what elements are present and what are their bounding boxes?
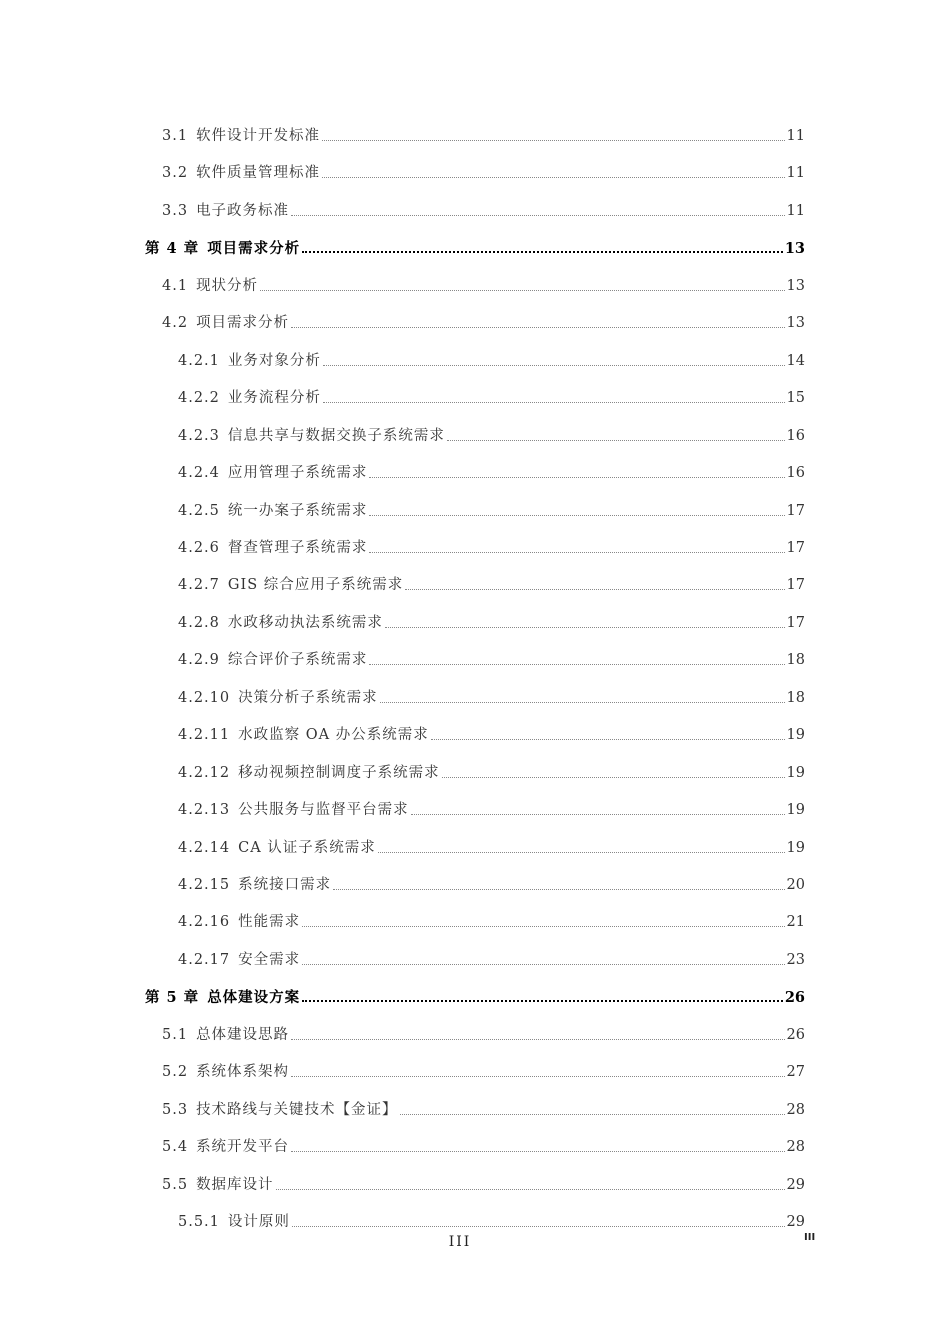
toc-entry-number: 4.2 — [162, 314, 189, 331]
toc-entry[interactable] — [178, 645, 805, 669]
toc-entry-number: 5.1 — [162, 1026, 189, 1043]
toc-dot-leader — [378, 852, 785, 853]
toc-entry-number: 4.1 — [162, 277, 189, 294]
toc-dot-leader — [302, 926, 784, 927]
toc-dot-leader — [291, 215, 784, 216]
toc-entry-title: 系统接口需求 — [238, 876, 332, 893]
toc-dot-leader — [322, 140, 784, 141]
toc-entry-title: 督查管理子系统需求 — [227, 539, 368, 556]
toc-dot-leader — [333, 889, 784, 890]
toc-entry[interactable] — [162, 1132, 805, 1156]
toc-entry-number: 4.2.7 — [178, 576, 220, 593]
toc-entry[interactable] — [162, 196, 805, 220]
toc-entry-number: 4.2.12 — [178, 764, 231, 781]
toc-entry-title: 综合评价子系统需求 — [227, 651, 368, 668]
toc-entry-title: 设计原则 — [227, 1213, 290, 1230]
toc-entry-page: 18 — [786, 651, 805, 668]
toc-entry[interactable] — [162, 1057, 805, 1081]
toc-entry-title: 系统体系架构 — [196, 1063, 290, 1080]
toc-entry-number: 4.2.13 — [178, 801, 231, 818]
toc-entry-title: 统一办案子系统需求 — [227, 502, 368, 519]
toc-entry-page: 28 — [786, 1101, 805, 1118]
toc-entry[interactable] — [162, 1095, 805, 1119]
toc-dot-leader — [323, 402, 785, 403]
toc-entry[interactable] — [178, 1207, 805, 1231]
toc-entry-number: 3.3 — [162, 202, 189, 219]
toc-dot-leader — [323, 365, 785, 366]
toc-entry-number: 第 5 章 — [145, 988, 200, 1006]
toc-entry-title: 业务流程分析 — [227, 389, 321, 406]
toc-entry[interactable] — [162, 158, 805, 182]
toc-entry-number: 4.2.11 — [178, 726, 231, 743]
toc-entry-title: GIS 综合应用子系统需求 — [227, 576, 404, 593]
toc-entry-number: 5.3 — [162, 1101, 189, 1118]
toc-entry[interactable] — [145, 233, 805, 257]
toc-entry-number: 第 4 章 — [145, 239, 200, 257]
toc-entry-title: 应用管理子系统需求 — [227, 464, 368, 481]
toc-entry-page: 17 — [786, 576, 805, 593]
toc-entry-page: 14 — [786, 352, 805, 369]
toc-entry-page: 11 — [786, 202, 805, 219]
toc-entry[interactable] — [178, 720, 805, 744]
toc-entry-number: 4.2.4 — [178, 464, 220, 481]
toc-dot-leader — [369, 552, 784, 553]
toc-dot-leader — [291, 1039, 784, 1040]
toc-entry-title: 移动视频控制调度子系统需求 — [238, 764, 440, 781]
toc-entry-page: 17 — [786, 539, 805, 556]
toc-entry-page: 29 — [786, 1213, 805, 1230]
toc-entry[interactable] — [178, 421, 805, 445]
toc-entry-page: 15 — [786, 389, 805, 406]
toc-entry-page: 19 — [786, 839, 805, 856]
toc-entry-title: 总体建设方案 — [207, 988, 301, 1006]
toc-entry-title: 系统开发平台 — [196, 1138, 290, 1155]
toc-entry-number: 4.2.10 — [178, 689, 231, 706]
toc-entry[interactable] — [178, 608, 805, 632]
toc-entry-page: 29 — [786, 1176, 805, 1193]
toc-entry[interactable] — [178, 533, 805, 557]
toc-entry-title: 水政监察 OA 办公系统需求 — [238, 726, 429, 743]
toc-entry-number: 4.2.17 — [178, 951, 231, 968]
toc-entry-title: 电子政务标准 — [196, 202, 290, 219]
toc-entry-number: 4.2.8 — [178, 614, 220, 631]
toc-entry-page: 16 — [786, 427, 805, 444]
toc-dot-leader — [431, 739, 785, 740]
toc-entry[interactable] — [178, 758, 805, 782]
toc-entry-number: 5.4 — [162, 1138, 189, 1155]
toc-entry[interactable] — [178, 346, 805, 370]
toc-entry-title: 总体建设思路 — [196, 1026, 290, 1043]
toc-entry-number: 4.2.9 — [178, 651, 220, 668]
toc-entry-page: 27 — [786, 1063, 805, 1080]
toc-entry-page: 21 — [786, 913, 805, 930]
toc-dot-leader — [302, 964, 784, 965]
toc-entry[interactable] — [178, 570, 805, 594]
toc-dot-leader — [369, 664, 784, 665]
toc-entry[interactable] — [162, 271, 805, 295]
toc-entry-title: CA 认证子系统需求 — [238, 839, 376, 856]
toc-entry[interactable] — [178, 795, 805, 819]
toc-entry-number: 3.1 — [162, 127, 189, 144]
toc-entry[interactable] — [162, 308, 805, 332]
toc-dot-leader — [291, 327, 784, 328]
toc-entry-title: 水政移动执法系统需求 — [227, 614, 383, 631]
toc-entry-number: 4.2.2 — [178, 389, 220, 406]
toc-entry-page: 19 — [786, 801, 805, 818]
toc-entry[interactable] — [178, 833, 805, 857]
toc-entry[interactable] — [178, 870, 805, 894]
page-number: III — [448, 1234, 472, 1250]
toc-entry-number: 4.2.3 — [178, 427, 220, 444]
toc-entry-number: 4.2.1 — [178, 352, 220, 369]
toc-entry-number: 4.2.6 — [178, 539, 220, 556]
toc-dot-leader — [385, 627, 785, 628]
toc-dot-leader — [291, 1151, 784, 1152]
toc-entry-page: 26 — [786, 1026, 805, 1043]
toc-entry-page: 23 — [786, 951, 805, 968]
toc-entry-page: 13 — [786, 314, 805, 331]
toc-entry-title: 软件设计开发标准 — [196, 127, 321, 144]
toc-entry-title: 项目需求分析 — [207, 239, 301, 257]
toc-entry-page: 13 — [786, 277, 805, 294]
toc-entry-page: 17 — [786, 502, 805, 519]
toc-dot-leader — [380, 702, 785, 703]
toc-dot-leader — [405, 589, 784, 590]
toc-dot-leader — [322, 177, 784, 178]
toc-entry-page: 18 — [786, 689, 805, 706]
toc-entry[interactable] — [178, 496, 805, 520]
toc-dot-leader — [291, 1076, 784, 1077]
toc-entry-title: 软件质量管理标准 — [196, 164, 321, 181]
toc-dot-leader — [442, 777, 785, 778]
toc-entry-page: 20 — [786, 876, 805, 893]
toc-entry-page: 11 — [786, 164, 805, 181]
toc-entry-title: 技术路线与关键技术【金证】 — [196, 1101, 398, 1118]
toc-dot-leader — [302, 1000, 783, 1002]
toc-entry-page: 13 — [784, 239, 805, 257]
toc-dot-leader — [447, 440, 785, 441]
toc-entry[interactable] — [178, 458, 805, 482]
toc-dot-leader — [411, 814, 785, 815]
toc-entry-title: 业务对象分析 — [227, 352, 321, 369]
toc-dot-leader — [276, 1189, 785, 1190]
toc-dot-leader — [302, 251, 783, 253]
toc-entry[interactable] — [178, 907, 805, 931]
toc-entry-page: 28 — [786, 1138, 805, 1155]
toc-entry-number: 4.2.15 — [178, 876, 231, 893]
toc-entry-title: 公共服务与监督平台需求 — [238, 801, 409, 818]
toc-entry[interactable] — [178, 683, 805, 707]
toc-entry-title: 性能需求 — [238, 913, 301, 930]
toc-entry-page: 16 — [786, 464, 805, 481]
toc-entry-title: 数据库设计 — [196, 1176, 274, 1193]
toc-entry[interactable] — [178, 945, 805, 969]
toc-entry-number: 5.2 — [162, 1063, 189, 1080]
toc-entry[interactable] — [162, 1170, 805, 1194]
toc-dot-leader — [260, 290, 784, 291]
toc-dot-leader — [369, 515, 784, 516]
toc-entry-page: 19 — [786, 764, 805, 781]
toc-entry-title: 决策分析子系统需求 — [238, 689, 378, 706]
toc-entry-number: 4.2.14 — [178, 839, 231, 856]
toc-entry-number: 4.2.16 — [178, 913, 231, 930]
toc-dot-leader — [400, 1114, 785, 1115]
corner-page-mark: III — [804, 1232, 816, 1243]
toc-entry-number: 3.2 — [162, 164, 189, 181]
toc-entry-page: 26 — [784, 988, 805, 1006]
toc-dot-leader — [292, 1226, 785, 1227]
toc-entry-number: 5.5 — [162, 1176, 189, 1193]
toc-entry-title: 项目需求分析 — [196, 314, 290, 331]
toc-entry-title: 安全需求 — [238, 951, 301, 968]
toc-entry-page: 17 — [786, 614, 805, 631]
toc-entry[interactable] — [178, 383, 805, 407]
toc-entry[interactable] — [145, 982, 805, 1006]
toc-entry-title: 现状分析 — [196, 277, 259, 294]
toc-entry-title: 信息共享与数据交换子系统需求 — [227, 427, 445, 444]
toc-dot-leader — [369, 477, 784, 478]
toc-entry-page: 19 — [786, 726, 805, 743]
toc-entry-page: 11 — [786, 127, 805, 144]
toc-entry-number: 4.2.5 — [178, 502, 220, 519]
toc-entry[interactable] — [162, 121, 805, 145]
toc-entry[interactable] — [162, 1020, 805, 1044]
toc-entry-number: 5.5.1 — [178, 1213, 220, 1230]
